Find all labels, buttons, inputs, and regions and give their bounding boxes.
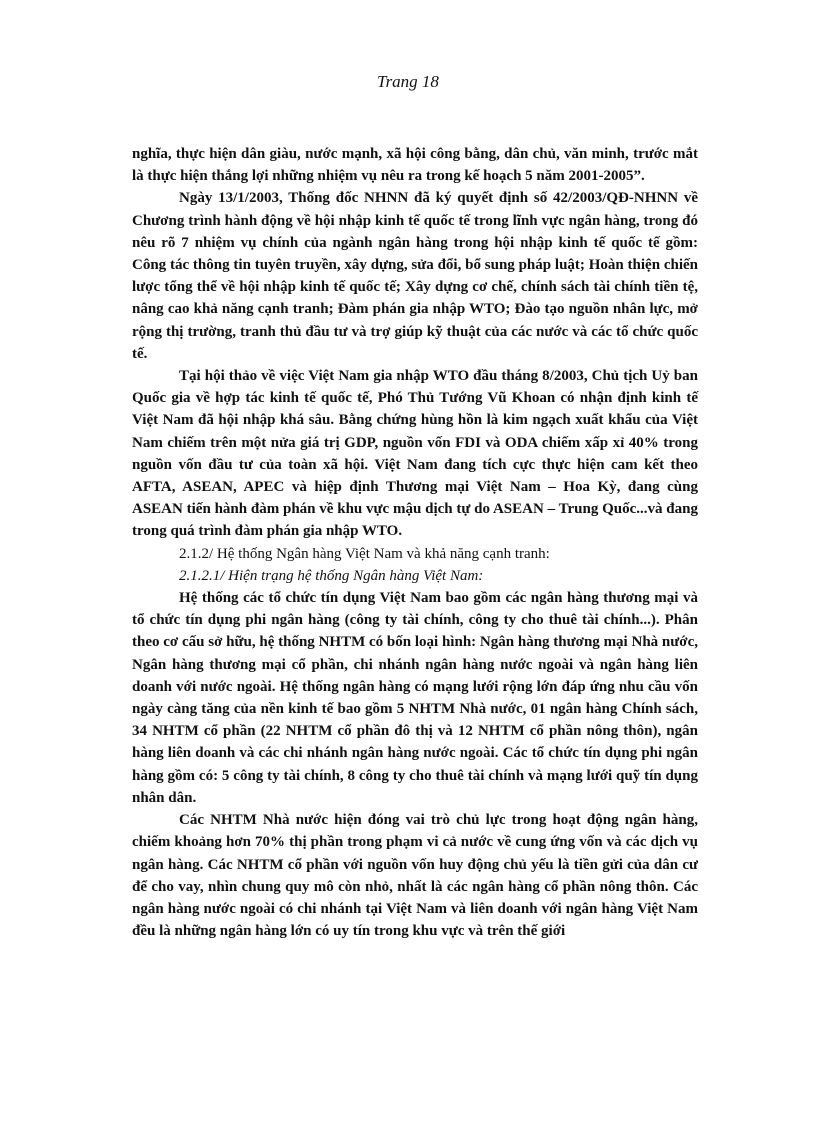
subsection-heading-2-1-2-1: 2.1.2.1/ Hiện trạng hệ thống Ngân hàng Việt Nam: <box>179 567 484 584</box>
paragraph-continuation: nghĩa, thực hiện dân giàu, nước mạnh, xã hội công bằng, dân chủ, văn minh, trước mắt là thực hiện thắng lợi những nhiệm vụ nêu ra trong kế hoạch 5 năm 2001-2005”. <box>132 146 698 185</box>
page-number-header: Trang 18 <box>377 72 439 91</box>
document-body <box>132 143 698 942</box>
paragraph-state-banks-role: Các NHTM Nhà nước hiện đóng vai trò chủ lực trong hoạt động ngân hàng, chiếm khoảng hơn 70% thị phần trong phạm vi cả nước về cung ứng vốn và các dịch vụ ngân hàng. Các NHTM cổ phần với nguồn vốn huy động chủ yếu là tiền gửi của dân cư để cho vay, nhìn chung quy mô còn nhỏ, nhất là các ngân hàng cổ phần nông thôn. Các ngân hàng nước ngoài có chi nhánh tại Việt Nam và liên doanh với ngân hàng Việt Nam đều là những ngân hàng lớn có uy tín trong khu vực và trên thế giới <box>132 812 698 940</box>
paragraph-credit-institutions: Hệ thống các tổ chức tín dụng Việt Nam bao gồm các ngân hàng thương mại và tổ chức tín dụng phi ngân hàng (công ty tài chính, công ty cho thuê tài chính...). Phân theo cơ cấu sở hữu, hệ thống NHTM có bốn loại hình: Ngân hàng thương mại Nhà nước, Ngân hàng thương mại cổ phần, chi nhánh ngân hàng nước ngoài và ngân hàng liên doanh với nước ngoài. Hệ thống ngân hàng có mạng lưới rộng lớn đáp ứng nhu cầu vốn ngày càng tăng của nền kinh tế bao gồm 5 NHTM Nhà nước, 01 ngân hàng Chính sách, 34 NHTM cổ phần (22 NHTM cổ phần đô thị và 12 NHTM cổ phần nông thôn), ngân hàng liên doanh và các chi nhánh ngân hàng nước ngoài. Các tổ chức tín dụng phi ngân hàng gồm có: 5 công ty tài chính, 8 công ty cho thuê tài chính và mạng lưới quỹ tín dụng nhân dân. <box>132 590 698 806</box>
paragraph-wto-conference: Tại hội thảo về việc Việt Nam gia nhập WTO đầu tháng 8/2003, Chủ tịch Uỷ ban Quốc gia về hợp tác kinh tế quốc tế, Phó Thủ Tướng Vũ Khoan có nhận định kinh tế Việt Nam đã hội nhập khá sâu. Bằng chứng hùng hồn là kim ngạch xuất khẩu của Việt Nam chiếm trên một nửa giá trị GDP, nguồn vốn FDI và ODA chiếm xấp xỉ 40% trong nguồn vốn đầu tư của toàn xã hội. Việt Nam đang tích cực thực hiện cam kết theo AFTA, ASEAN, APEC và hiệp định Thương mại Việt Nam – Hoa Kỳ, đang cùng ASEAN tiến hành đàm phán về khu vực mậu dịch tự do ASEAN – Trung Quốc...và đang trong quá trình đàm phán gia nhập WTO. <box>132 368 698 540</box>
section-heading-2-1-2: 2.1.2/ Hệ thống Ngân hàng Việt Nam và khả năng cạnh tranh: <box>179 545 550 562</box>
paragraph-decision-42: Ngày 13/1/2003, Thống đốc NHNN đã ký quyết định số 42/2003/QĐ-NHNN về Chương trình hành động về hội nhập kinh tế quốc tế trong lĩnh vực ngân hàng, trong đó nêu rõ 7 nhiệm vụ chính của ngành ngân hàng trong hội nhập kinh tế quốc tế gồm: Công tác thông tin tuyên truyền, xây dựng, sửa đổi, bổ sung pháp luật; Hoàn thiện chiến lược tổng thể về hội nhập kinh tế quốc tế; Xây dựng cơ chế, chính sách tài chính tiền tệ, nâng cao khả năng cạnh tranh; Đàm phán gia nhập WTO; Đào tạo nguồn nhân lực, mở rộng thị trường, tranh thủ đầu tư và trợ giúp kỹ thuật của các nước và các tổ chức quốc tế. <box>132 190 698 362</box>
